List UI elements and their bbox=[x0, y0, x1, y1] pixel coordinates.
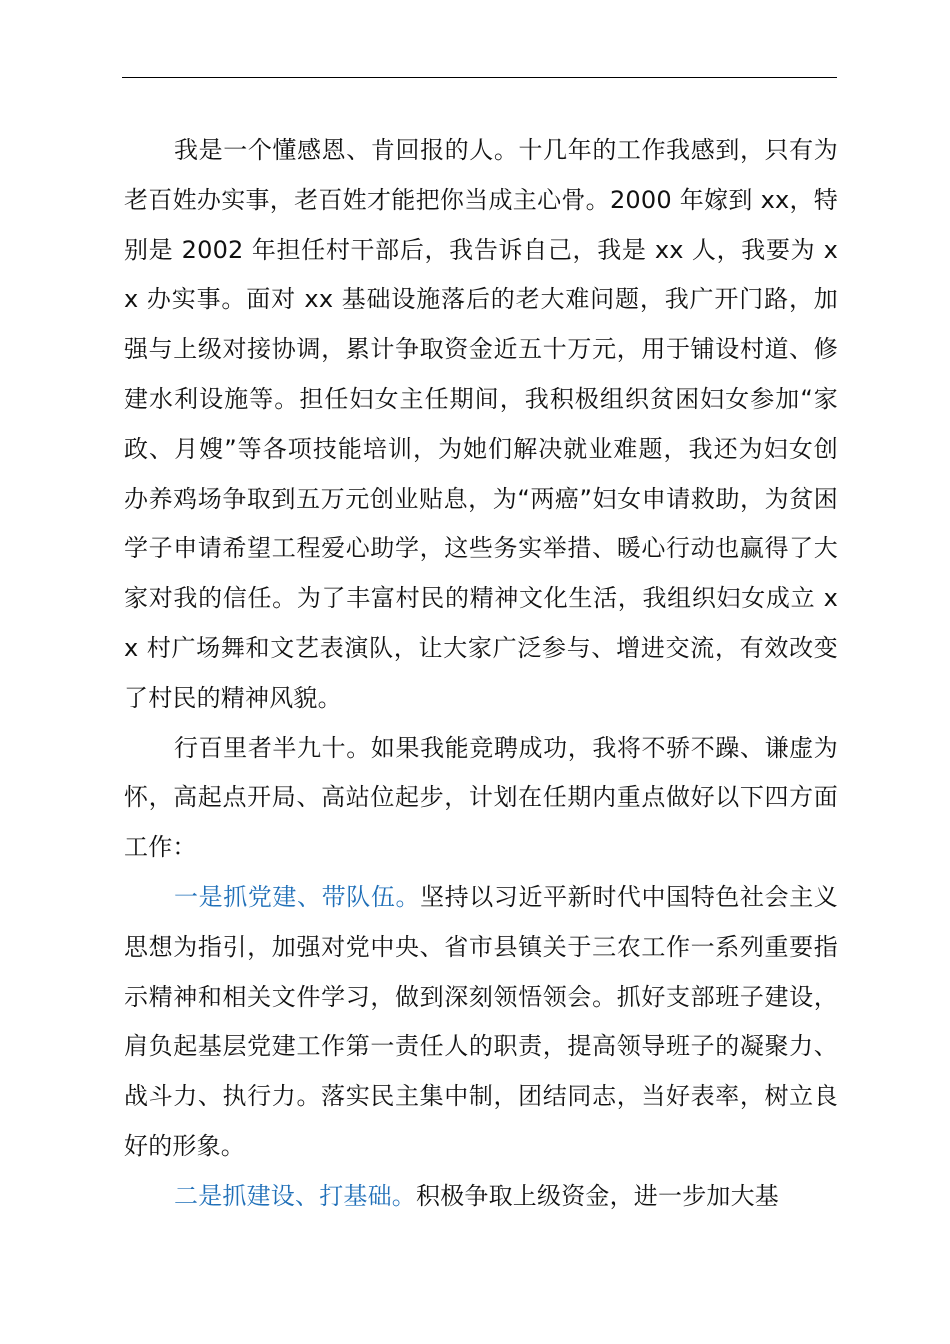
paragraph-party-building bbox=[124, 873, 838, 1172]
paragraph-gratitude bbox=[124, 126, 838, 724]
header-rule bbox=[122, 77, 837, 78]
paragraph-lead: 二是抓建设、打基础。 bbox=[174, 1181, 416, 1210]
paragraph-text: 我是一个懂感恩、肯回报的人。十几年的工作我感到，只有为老百姓办实事，老百姓才能把你当成主心骨。2000 年嫁到 xx，特别是 2002 年担任村干部后，我告诉自己，我是 xx 人，我要为 xx 办实事。面对 xx 基础设施落后的老大难问题，我广开门路，加强与上级对接协调，累计争取资金近五十万元，用于铺设村道、修建水利设施等。担任妇女主任期间，我积极组织贫困妇女参加“家政、月嫂”等各项技能培训，为她们解决就业难题，我还为妇女创办养鸡场争取到五万元创业贴息，为“两癌”妇女申请救助，为贫困学子申请希望工程爱心助学，这些务实举措、暖心行动也赢得了大家对我的信任。为了丰富村民的精神文化生活，我组织妇女成立 xx 村广场舞和文艺表演队，让大家广泛参与、增进交流，有效改变了村民的精神风貌。 bbox=[124, 136, 838, 712]
paragraph-text: 积极争取上级资金，进一步加大基 bbox=[416, 1181, 779, 1210]
document-body bbox=[124, 126, 838, 1222]
paragraph-infrastructure bbox=[124, 1172, 838, 1222]
paragraph-text: 坚持以习近平新时代中国特色社会主义思想为指引，加强对党中央、省市县镇关于三农工作一系列重要指示精神和相关文件学习，做到深刻领悟领会。抓好支部班子建设，肩负起基层党建工作第一责任人的职责，提高领导班子的凝聚力、战斗力、执行力。落实民主集中制，团结同志，当好表率，树立良好的形象。 bbox=[124, 882, 838, 1160]
paragraph-plan-intro bbox=[124, 724, 838, 873]
paragraph-text: 行百里者半九十。如果我能竞聘成功，我将不骄不躁、谦虚为怀，高起点开局、高站位起步，计划在任期内重点做好以下四方面工作： bbox=[124, 733, 838, 862]
paragraph-lead: 一是抓党建、带队伍。 bbox=[174, 882, 421, 911]
